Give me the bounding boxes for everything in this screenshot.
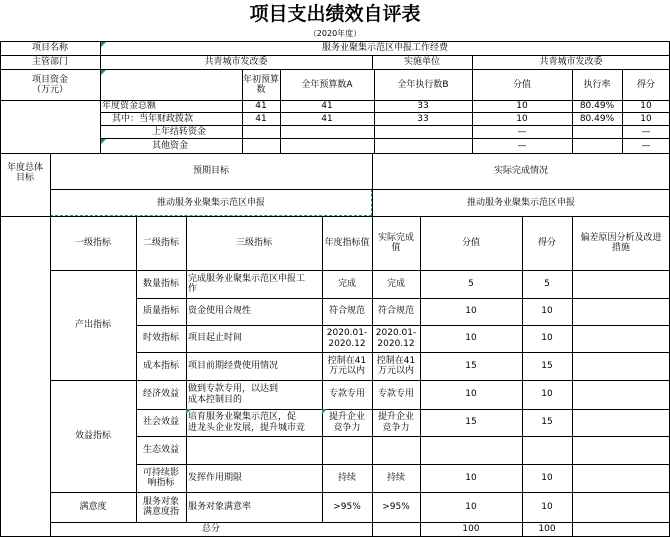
indicator-score-cell[interactable]: 10 <box>465 472 477 483</box>
indicator-l2-cell[interactable]: 成本指标 <box>142 360 179 371</box>
indicator-score-cell[interactable]: 10 <box>465 389 477 400</box>
level2-header[interactable]: 二级指标 <box>142 237 179 248</box>
grid-vline <box>372 216 373 537</box>
project-name-value[interactable]: 服务业聚集示范区申报工作经费 <box>321 43 448 54</box>
indicator-l2-cell[interactable]: 数量指标 <box>142 278 179 289</box>
grid-hline <box>100 138 670 139</box>
indicator-l3-cell[interactable]: 服务对象满意率 <box>188 501 252 512</box>
impl-unit-value[interactable]: 共青城市发改委 <box>539 57 603 68</box>
supervisor-label[interactable]: 主管部门 <box>31 57 68 68</box>
indicator-deviation-cell[interactable] <box>572 492 670 522</box>
fiscal-annual[interactable]: 41 <box>255 113 267 124</box>
grid-hline <box>136 436 670 437</box>
sheet-subtitle: （2020年度） <box>308 29 362 39</box>
expected-goal-header[interactable]: 预期目标 <box>192 165 229 176</box>
indicator-target-cell[interactable]: 2020.01- 2020.12 <box>326 328 368 349</box>
indicator-actual-cell[interactable]: 专款专用 <box>377 389 414 400</box>
score-col-header[interactable]: 分值 <box>461 237 480 248</box>
fiscal-full[interactable]: 41 <box>321 113 333 124</box>
total-fund-exec[interactable]: 33 <box>417 100 429 111</box>
grid-hline <box>136 492 670 493</box>
grid-hline <box>0 153 670 154</box>
grid-hline <box>136 464 670 465</box>
grid-hline <box>100 112 670 113</box>
deviation-header[interactable]: 偏差原因分析及改进 措施 <box>580 232 662 253</box>
indicator-target-cell[interactable]: 专款专用 <box>328 389 365 400</box>
actual-goal-value[interactable]: 推动服务业聚集示范区申报 <box>466 197 575 208</box>
fund-label[interactable]: 项目资金 （万元） <box>31 74 68 95</box>
level1-header[interactable]: 一级指标 <box>74 237 111 248</box>
grid-vline <box>0 41 1 537</box>
fiscal-score[interactable]: 10 <box>516 113 528 124</box>
indicator-l3-cell[interactable]: 完成服务业聚集示范区申报工 作 <box>188 273 306 294</box>
full-exec-header[interactable]: 全年执行数B <box>397 79 449 90</box>
fiscal-exec[interactable]: 33 <box>417 113 429 124</box>
fiscal-label[interactable]: 其中：当年财政拨款 <box>112 113 194 124</box>
indicator-actual-cell[interactable] <box>372 436 420 464</box>
indicator-target-cell[interactable] <box>322 436 372 464</box>
indicator-target-cell[interactable]: 持续 <box>337 472 356 483</box>
comment-marker-icon <box>101 42 106 47</box>
indicator-target-cell[interactable]: >95% <box>333 501 361 512</box>
indicator-deviation-cell[interactable] <box>572 270 670 298</box>
grid-hline <box>50 270 670 271</box>
carryover-rate[interactable]: — <box>517 127 527 138</box>
indicator-score-cell[interactable]: 15 <box>465 417 477 428</box>
indicator-l3-cell[interactable]: 项目前期经费使用情况 <box>188 360 279 371</box>
grid-hline <box>50 522 670 523</box>
grid-vline <box>322 216 323 522</box>
indicator-deviation-cell[interactable] <box>572 464 670 492</box>
total-fund-annual[interactable]: 41 <box>255 100 267 111</box>
cell-selection <box>50 189 372 216</box>
indicator-actual-cell[interactable]: 完成 <box>386 278 405 289</box>
grid-vline <box>186 216 187 522</box>
annual-index-header[interactable]: 年度指标值 <box>324 237 370 248</box>
indicator-points-cell[interactable]: 10 <box>541 472 553 483</box>
grid-vline <box>420 216 421 537</box>
grid-vline <box>572 69 573 153</box>
grid-vline <box>242 69 243 153</box>
indicator-points-cell[interactable]: 5 <box>544 278 550 289</box>
indicator-points-cell[interactable]: 10 <box>541 306 553 317</box>
grid-vline <box>572 216 573 537</box>
grid-hline <box>136 298 670 299</box>
grid-hline <box>136 325 670 326</box>
indicator-l2-cell[interactable]: 质量指标 <box>142 306 179 317</box>
indicator-target-cell[interactable]: 提升企业 竞争力 <box>328 412 365 433</box>
indicator-score-cell[interactable]: 10 <box>465 306 477 317</box>
indicator-l2-cell[interactable]: 经济效益 <box>142 389 179 400</box>
indicator-actual-cell[interactable]: >95% <box>382 501 410 512</box>
indicator-target-cell[interactable]: 控制在41 万元以内 <box>327 355 367 376</box>
level3-header[interactable]: 三级指标 <box>235 237 272 248</box>
indicator-l3-cell[interactable]: 做到专款专用，以达到 成本控制目的 <box>188 384 279 405</box>
grid-hline <box>50 492 136 493</box>
indicator-points-cell[interactable]: 10 <box>541 333 553 344</box>
comment-marker-icon <box>322 409 327 414</box>
actual-goal-header[interactable]: 实际完成情况 <box>493 165 548 176</box>
benefit-indicator-label[interactable]: 效益指标 <box>74 430 111 441</box>
indicator-l3-cell[interactable]: 发挥作用期限 <box>188 472 243 483</box>
sheet-title: 项目支出绩效自评表 <box>249 3 421 26</box>
grid-hline <box>136 409 670 410</box>
grid-vline <box>622 69 623 153</box>
indicator-score-cell[interactable]: 10 <box>465 501 477 512</box>
grid-hline <box>50 189 670 190</box>
indicator-l2-cell[interactable]: 生态效益 <box>142 444 179 455</box>
indicator-l3-cell[interactable] <box>186 436 322 464</box>
grid-vline <box>372 153 373 216</box>
points-header[interactable]: 得分 <box>636 79 655 90</box>
carryover-label[interactable]: 上年结转资金 <box>152 127 207 138</box>
indicator-target-cell[interactable]: 符合规范 <box>328 306 365 317</box>
comment-marker-icon <box>101 139 106 144</box>
grid-vline <box>100 41 101 153</box>
total-label[interactable]: 总分 <box>201 523 220 534</box>
indicator-l2-cell[interactable]: 社会效益 <box>142 417 179 428</box>
indicator-actual-cell[interactable]: 符合规范 <box>377 306 414 317</box>
output-indicator-label[interactable]: 产出指标 <box>74 319 111 330</box>
indicator-deviation-cell[interactable] <box>572 325 670 352</box>
grid-vline <box>522 216 523 537</box>
grid-hline <box>50 380 136 381</box>
other-fund-points[interactable]: — <box>641 140 651 151</box>
indicator-score-cell[interactable]: 15 <box>465 360 477 371</box>
full-budget-header[interactable]: 全年预算数A <box>301 79 353 90</box>
indicator-score-cell[interactable]: 10 <box>465 333 477 344</box>
indicator-actual-cell[interactable]: 提升企业 竞争力 <box>377 412 414 433</box>
total-fund-points[interactable]: 10 <box>640 100 652 111</box>
indicator-actual-cell[interactable]: 2020.01- 2020.12 <box>375 328 417 349</box>
grid-vline <box>280 69 281 153</box>
expected-goal-value[interactable]: 推动服务业聚集示范区申报 <box>156 197 265 208</box>
fiscal-points[interactable]: 10 <box>640 113 652 124</box>
indicator-l3-cell[interactable]: 项目起止时间 <box>188 333 243 344</box>
fiscal-rate[interactable]: 80.49% <box>579 113 615 124</box>
other-fund-rate[interactable]: — <box>517 140 527 151</box>
score-header[interactable]: 分值 <box>512 79 531 90</box>
indicator-actual-cell[interactable]: 控制在41 万元以内 <box>376 355 416 376</box>
indicator-score-cell[interactable]: 5 <box>468 278 474 289</box>
indicator-deviation-cell[interactable] <box>572 436 670 464</box>
carryover-points[interactable]: — <box>641 127 651 138</box>
indicator-l3-cell[interactable]: 培育服务业聚集示范区，促 进龙头企业发展，提升城市竞 <box>188 412 306 433</box>
indicator-deviation-cell[interactable] <box>572 352 670 380</box>
comment-marker-icon <box>101 70 106 75</box>
grid-vline <box>472 55 473 69</box>
comment-marker-icon <box>186 409 191 414</box>
indicator-deviation-cell[interactable] <box>572 298 670 325</box>
actual-value-header[interactable]: 实际完成 值 <box>377 232 414 253</box>
grid-vline <box>50 153 51 537</box>
grid-hline <box>0 216 670 217</box>
total-fund-score[interactable]: 10 <box>516 100 528 111</box>
grid-vline <box>372 55 373 69</box>
indicator-l2-cell[interactable]: 可持续影 响指标 <box>142 467 179 488</box>
total-fund-full[interactable]: 41 <box>321 100 333 111</box>
indicator-points-cell[interactable]: 10 <box>541 389 553 400</box>
goal-label[interactable]: 年度总体 目标 <box>6 162 43 183</box>
indicator-deviation-cell[interactable] <box>572 409 670 436</box>
indicator-points-cell[interactable] <box>522 436 572 464</box>
indicator-actual-cell[interactable]: 持续 <box>386 472 405 483</box>
total-fund-label[interactable]: 年度资金总额 <box>102 100 157 111</box>
total-points[interactable]: 100 <box>538 523 556 534</box>
project-name-label[interactable]: 项目名称 <box>31 43 68 54</box>
indicator-points-cell[interactable]: 15 <box>541 417 553 428</box>
indicator-deviation-cell[interactable] <box>572 380 670 409</box>
indicator-points-cell[interactable]: 10 <box>541 501 553 512</box>
grid-hline <box>136 352 670 353</box>
indicator-l2-cell[interactable]: 服务对象 满意度指 <box>142 496 179 517</box>
indicator-points-cell[interactable]: 15 <box>541 360 553 371</box>
supervisor-value[interactable]: 共青城市发改委 <box>204 57 268 68</box>
grid-vline <box>472 69 473 153</box>
indicator-l2-cell[interactable]: 时效指标 <box>142 333 179 344</box>
grid-hline <box>100 125 670 126</box>
points-col-header[interactable]: 得分 <box>537 237 556 248</box>
indicator-score-cell[interactable] <box>420 436 522 464</box>
indicator-l3-cell[interactable]: 资金使用合规性 <box>188 306 252 317</box>
grid-hline <box>136 380 670 381</box>
total-fund-rate[interactable]: 80.49% <box>579 100 615 111</box>
indicator-target-cell[interactable]: 完成 <box>337 278 356 289</box>
impl-unit-label[interactable]: 实施单位 <box>403 57 440 68</box>
annual-budget-header[interactable]: 年初预算 数 <box>242 74 279 95</box>
grid-vline <box>374 69 375 153</box>
exec-rate-header[interactable]: 执行率 <box>583 79 611 90</box>
grid-vline <box>136 216 137 522</box>
other-fund-label[interactable]: 其他资金 <box>152 140 189 151</box>
total-score[interactable]: 100 <box>462 523 480 534</box>
satisfaction-label[interactable]: 满意度 <box>79 501 107 512</box>
